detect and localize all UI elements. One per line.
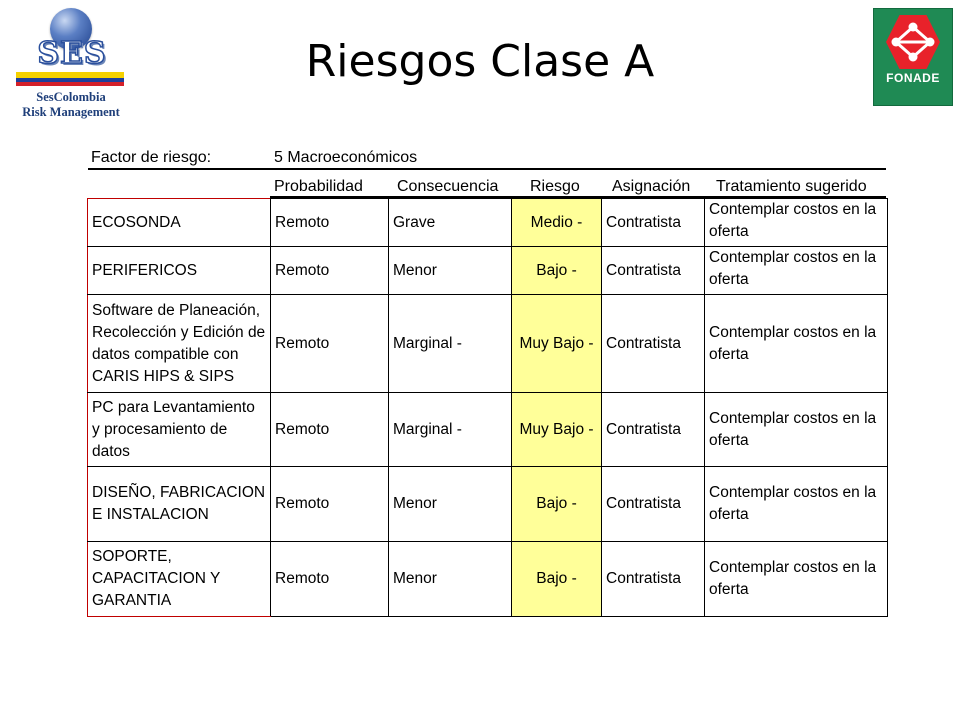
cell-asignacion: Contratista [602, 295, 705, 393]
cell-probabilidad: Remoto [271, 393, 389, 467]
cell-probabilidad: Remoto [271, 467, 389, 542]
ses-name-line1: SesColombia [36, 90, 106, 104]
cell-probabilidad: Remoto [271, 542, 389, 617]
cell-asignacion: Contratista [602, 247, 705, 295]
cell-tratamiento: Contemplar costos en la oferta [705, 467, 888, 542]
cell-tratamiento: Contemplar costos en la oferta [705, 199, 888, 247]
cell-riesgo: Bajo - [512, 542, 602, 617]
factor-label: Factor de riesgo: [91, 149, 212, 166]
fonade-name: FONADE [886, 71, 940, 85]
col-header-consecuencia: Consecuencia [397, 178, 499, 195]
cell-probabilidad: Remoto [271, 295, 389, 393]
cell-riesgo: Bajo - [512, 467, 602, 542]
col-header-tratamiento: Tratamiento sugerido [716, 178, 867, 195]
cell-consecuencia: Grave [389, 199, 512, 247]
table-row [88, 247, 888, 295]
page-title: Riesgos Clase A [305, 36, 655, 87]
table-row [88, 295, 888, 393]
ses-company-name [6, 90, 136, 120]
table-row [88, 542, 888, 617]
cell-riesgo: Muy Bajo - [512, 295, 602, 393]
cell-consecuencia: Menor [389, 247, 512, 295]
cell-riesgo: Muy Bajo - [512, 393, 602, 467]
col-header-probabilidad: Probabilidad [274, 178, 363, 195]
cell-factor: ECOSONDA [88, 199, 271, 247]
table-row [88, 467, 888, 542]
cell-factor: DISEÑO, FABRICACION E INSTALACION [88, 467, 271, 542]
cell-asignacion: Contratista [602, 199, 705, 247]
cell-consecuencia: Menor [389, 467, 512, 542]
cell-probabilidad: Remoto [271, 199, 389, 247]
cell-riesgo: Bajo - [512, 247, 602, 295]
col-header-asignacion: Asignación [612, 178, 691, 195]
cell-asignacion: Contratista [602, 393, 705, 467]
col-header-riesgo: Riesgo [530, 178, 580, 195]
cell-consecuencia: Menor [389, 542, 512, 617]
factor-value: 5 Macroeconómicos [274, 149, 418, 166]
cell-consecuencia: Marginal - [389, 393, 512, 467]
cell-consecuencia: Marginal - [389, 295, 512, 393]
cell-tratamiento: Contemplar costos en la oferta [705, 295, 888, 393]
cell-factor: Software de Planeación, Recolección y Edición de datos compatible con CARIS HIPS & SIPS [88, 295, 271, 393]
cell-factor: PC para Levantamiento y procesamiento de datos [88, 393, 271, 467]
ses-wordmark: SES [37, 36, 107, 71]
risk-table [87, 198, 888, 617]
cell-tratamiento: Contemplar costos en la oferta [705, 393, 888, 467]
cell-probabilidad: Remoto [271, 247, 389, 295]
ses-name-line2: Risk Management [22, 105, 120, 119]
table-row [88, 199, 888, 247]
cell-factor: PERIFERICOS [88, 247, 271, 295]
cell-tratamiento: Contemplar costos en la oferta [705, 542, 888, 617]
table-row [88, 393, 888, 467]
cell-riesgo: Medio - [512, 199, 602, 247]
cell-asignacion: Contratista [602, 467, 705, 542]
header-underline-top [88, 168, 886, 170]
cell-asignacion: Contratista [602, 542, 705, 617]
cell-tratamiento: Contemplar costos en la oferta [705, 247, 888, 295]
cell-factor: SOPORTE, CAPACITACION Y GARANTIA [88, 542, 271, 617]
